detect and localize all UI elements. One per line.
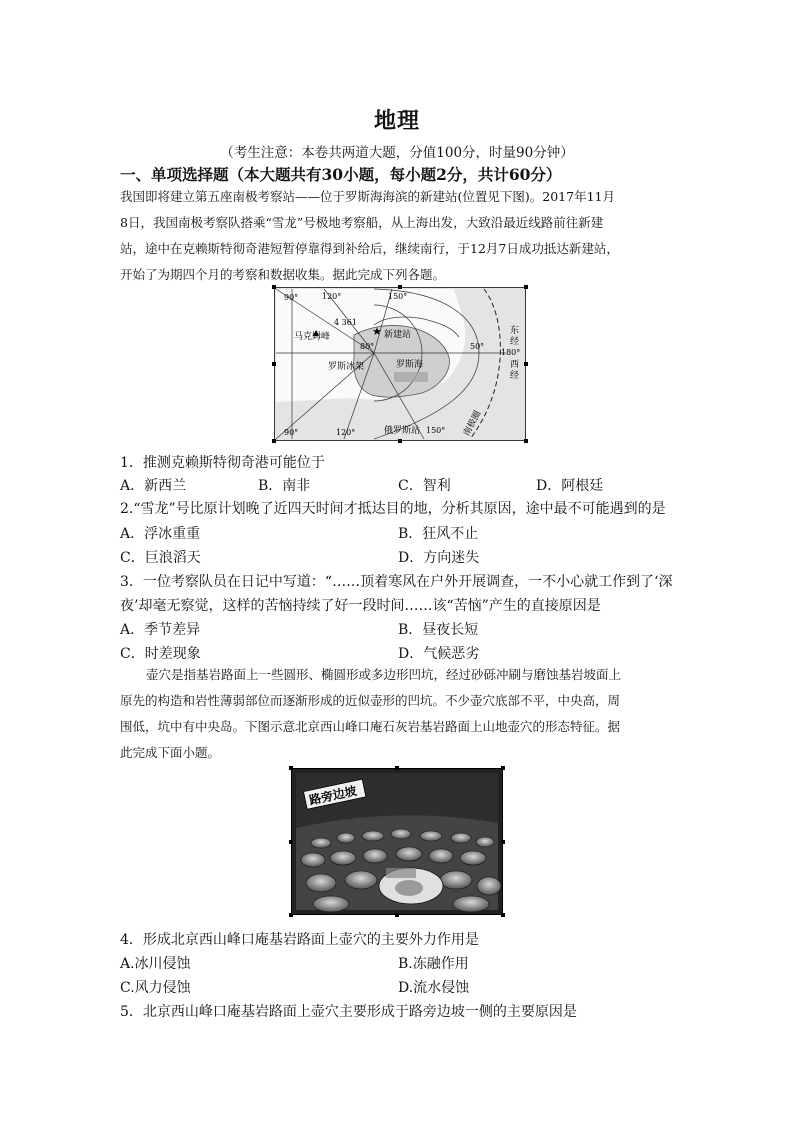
q1-option-b[interactable]: B．南非 [258, 478, 311, 494]
q3-option-a[interactable]: A．季节差异 [120, 622, 201, 638]
svg-text:★: ★ [372, 325, 382, 338]
label-lat-80: 80° [360, 342, 375, 351]
passage-1-line: 站，途中在克赖斯特彻奇港短暂停靠得到补给后，继续南行，于12月7日成功抵达新建站， [120, 241, 619, 256]
passage-1-line: 开始了为期四个月的考察和数据收集。据此完成下列各题。 [120, 267, 446, 282]
label-lon-120-top: 120° [322, 292, 342, 301]
resize-handle[interactable] [501, 840, 505, 844]
resize-handle[interactable] [398, 439, 402, 443]
label-station: 新建站 [384, 330, 412, 340]
label-elevation: 4 361 [334, 318, 357, 327]
label-lon-90-bottom: 90° [284, 428, 299, 437]
question-5-stem: 5．北京西山峰口庵基岩路面上壶穴主要形成于路旁边坡一侧的主要原因是 [120, 1004, 577, 1020]
antarctic-map [274, 287, 526, 441]
passage-1-line: 我国即将建立第五座南极考察站——位于罗斯海海滨的新建站(位置见下图)。2017年11月 [120, 189, 615, 204]
label-lon-150-bottom: 150° [426, 426, 446, 435]
resize-handle[interactable] [524, 362, 528, 366]
q2-option-b[interactable]: B．狂风不止 [398, 526, 479, 542]
resize-handle[interactable] [501, 766, 505, 770]
q4-option-a[interactable]: A.冰川侵蚀 [120, 956, 191, 972]
q3-option-b[interactable]: B．昼夜长短 [398, 622, 479, 638]
resize-handle[interactable] [272, 439, 276, 443]
label-ice-shelf: 罗斯冰架 [328, 362, 365, 372]
q4-option-b[interactable]: B.冻融作用 [398, 956, 469, 972]
label-sea: 罗斯海 [396, 360, 424, 370]
resize-handle[interactable] [501, 913, 505, 917]
section-heading: 一、单项选择题（本大题共有30小题，每小题2分，共计60分） [120, 165, 562, 184]
passage-2-line: 围低，坑中有中央岛。下图示意北京西山峰口庵石灰岩基岩路面上山地壶穴的形态特征。据 [120, 719, 621, 734]
question-3-stem-line2: 夜’却毫无察觉，这样的苦恼持续了好一段时间……该“苦恼”产生的直接原因是 [120, 598, 601, 614]
resize-handle[interactable] [398, 285, 402, 289]
passage-2-line: 此完成下面小题。 [120, 745, 221, 760]
q4-option-c[interactable]: C.风力侵蚀 [120, 980, 191, 996]
passage-1 [120, 184, 676, 288]
resize-handle[interactable] [524, 439, 528, 443]
exam-notice: （考生注意：本卷共两道大题，分值100分，时量90分钟） [220, 145, 574, 161]
antarctic-map-svg [274, 287, 526, 441]
label-lon-90-top: 90° [284, 293, 299, 302]
svg-text:经: 经 [510, 371, 520, 381]
resize-handle[interactable] [395, 766, 399, 770]
q3-option-d[interactable]: D．气候恶劣 [398, 646, 480, 662]
page-title: 地理 [373, 108, 420, 134]
question-3-stem-line1: 3．一位考察队员在日记中写道：“……顶着寒风在户外开展调查，一不小心就工作到了‘深 [120, 574, 673, 590]
label-lon-150-top: 150° [388, 292, 408, 301]
resize-handle[interactable] [289, 913, 293, 917]
label-peak: 马克姆峰 [294, 332, 331, 342]
q3-option-c[interactable]: C．时差现象 [120, 646, 201, 662]
resize-handle[interactable] [272, 285, 276, 289]
label-lon-120-bottom: 120° [336, 428, 356, 437]
pothole-photo [291, 768, 503, 915]
label-lon-180: 180° [501, 348, 521, 357]
pothole-photo-svg [291, 768, 503, 915]
passage-1-line: 8日，我国南极考察队搭乘“雪龙”号极地考察船，从上海出发，大致沿最近线路前往新建 [120, 215, 604, 230]
q1-option-a[interactable]: A．新西兰 [120, 478, 187, 494]
question-2-stem: 2.“雪龙”号比原计划晚了近四天时间才抵达目的地，分析其原因，途中最不可能遇到的是 [120, 501, 666, 517]
q2-option-d[interactable]: D．方向迷失 [398, 550, 480, 566]
passage-2-line: 壶穴是指基岩路面上一些圆形、椭圆形或多边形凹坑，经过砂砾冲刷与磨蚀基岩坡面上 [146, 667, 622, 682]
q1-option-c[interactable]: C．智利 [398, 478, 451, 494]
resize-handle[interactable] [289, 840, 293, 844]
q2-option-c[interactable]: C．巨浪滔天 [120, 550, 201, 566]
label-east-longitude: 东 [510, 326, 520, 336]
svg-text:经: 经 [510, 337, 520, 347]
label-lat-50: 50° [470, 342, 485, 351]
q2-option-a[interactable]: A．浮冰重重 [120, 526, 201, 542]
q4-option-d[interactable]: D.流水侵蚀 [398, 980, 470, 996]
svg-text:南极圈: 南极圈 [461, 409, 484, 438]
question-4-stem: 4．形成北京西山峰口庵基岩路面上壶穴的主要外力作用是 [120, 932, 479, 948]
resize-handle[interactable] [289, 766, 293, 770]
passage-2-line: 原先的构造和岩性薄弱部位而逐渐形成的近似壶形的凹坑。不少壶穴底部不平，中央高，周 [120, 693, 621, 708]
question-1-stem: 1．推测克赖斯特彻奇港可能位于 [120, 455, 325, 471]
label-russian-station: 俄罗斯站 [384, 426, 421, 436]
resize-handle[interactable] [524, 285, 528, 289]
label-west-longitude: 西 [510, 360, 520, 370]
photo-label: 路旁边坡 [308, 783, 358, 808]
resize-handle[interactable] [395, 913, 399, 917]
resize-handle[interactable] [272, 362, 276, 366]
q1-option-d[interactable]: D．阿根廷 [536, 478, 604, 494]
passage-2 [120, 662, 676, 766]
